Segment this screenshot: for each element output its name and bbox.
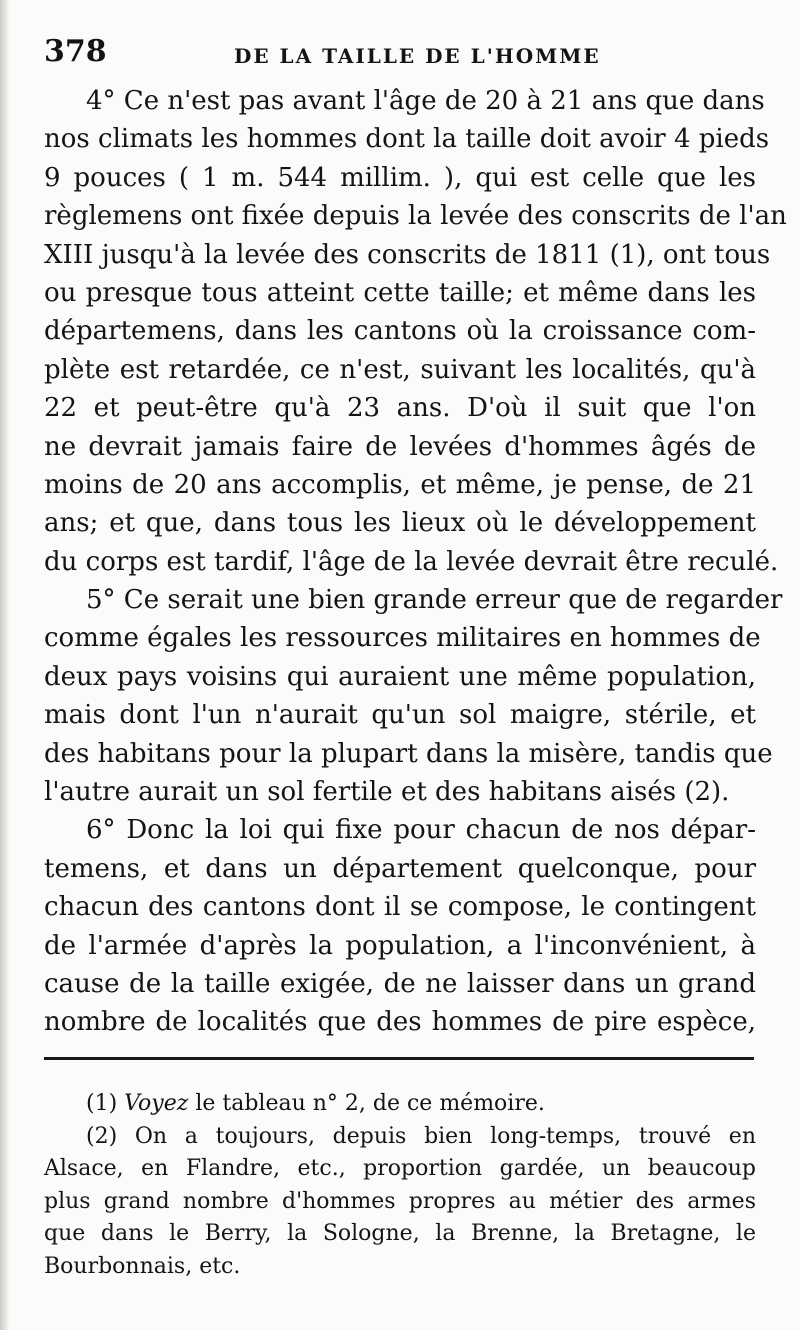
- body-line: mais dont l'un n'aurait qu'un sol maigre, stérile, et: [44, 700, 756, 731]
- body-line: règlemens ont fixée depuis la levée des conscrits de l'an: [44, 201, 787, 232]
- body-line: départemens, dans les cantons où la croissance com-: [44, 316, 756, 347]
- body-line: 22 et peut-être qu'à 23 ans. D'où il suit que l'on: [44, 393, 756, 424]
- body-line: 9 pouces ( 1 m. 544 millim. ), qui est celle que les: [44, 162, 756, 193]
- page-header: [44, 34, 754, 74]
- body-text: [44, 82, 787, 1042]
- body-line: 5° Ce serait une bien grande erreur que de regarder: [86, 585, 783, 616]
- scan-edge: [0, 0, 10, 1330]
- body-line: ans; et que, dans tous les lieux où le développement: [44, 508, 756, 539]
- running-title: DE LA TAILLE DE L'HOMME: [234, 44, 601, 68]
- footnote-2-line: Alsace, en Flandre, etc., proportion gardée, un beaucoup: [44, 1156, 756, 1181]
- footnote-1-marker: (1): [86, 1091, 118, 1116]
- body-line: moins de 20 ans accomplis, et même, je pense, de 21: [44, 469, 756, 500]
- body-line: ou presque tous atteint cette taille; et même dans les: [44, 277, 756, 308]
- body-line: chacun des cantons dont il se compose, le contingent: [44, 892, 756, 923]
- body-line: deux pays voisins qui auraient une même population,: [44, 661, 756, 692]
- body-line: ne devrait jamais faire de levées d'hommes âgés de: [44, 431, 756, 462]
- body-line: nombre de localités que des hommes de pire espèce,: [44, 1007, 756, 1038]
- body-line: 6° Donc la loi qui fixe pour chacun de nos dépar-: [86, 815, 756, 846]
- footnote-1-text: le tableau n° 2, de ce mémoire.: [188, 1091, 545, 1116]
- footnote-rule: [44, 1057, 754, 1060]
- footnote-2-line: plus grand nombre d'hommes propres au métier des armes: [44, 1188, 756, 1214]
- footnote-1: [44, 1088, 756, 1121]
- body-line: XIII jusqu'à la levée des conscrits de 1811 (1), ont tous: [44, 239, 771, 270]
- footnote-2-line: que dans le Berry, la Sologne, la Brenne, la Bretagne, le: [44, 1221, 756, 1246]
- body-line: l'autre aurait un sol fertile et des habitans aisés (2).: [44, 777, 730, 808]
- body-line: du corps est tardif, l'âge de la levée devrait être reculé.: [44, 546, 779, 577]
- footnote-2: [44, 1121, 756, 1284]
- body-line: de l'armée d'après la population, a l'inconvénient, à: [44, 930, 756, 961]
- footnote-2-line: (2) On a toujours, depuis bien long-temps, trouvé en: [86, 1123, 756, 1149]
- body-line: temens, et dans un département quelconque, pour: [44, 853, 756, 884]
- body-line: 4° Ce n'est pas avant l'âge de 20 à 21 ans que dans: [86, 86, 765, 116]
- body-line: cause de la taille exigée, de ne laisser dans un grand: [44, 968, 756, 999]
- footnote-2-line: Bourbonnais, etc.: [44, 1253, 241, 1279]
- body-line: comme égales les ressources militaires en hommes de: [44, 623, 761, 654]
- body-line: plète est retardée, ce n'est, suivant les localités, qu'à: [44, 354, 756, 385]
- body-line: des habitans pour la plupart dans la misère, tandis que: [44, 738, 773, 769]
- footnotes: [44, 1088, 756, 1283]
- body-line: nos climats les hommes dont la taille doit avoir 4 pieds: [44, 124, 770, 155]
- page-number: 378: [44, 34, 107, 69]
- footnote-1-italic: Voyez: [124, 1091, 189, 1116]
